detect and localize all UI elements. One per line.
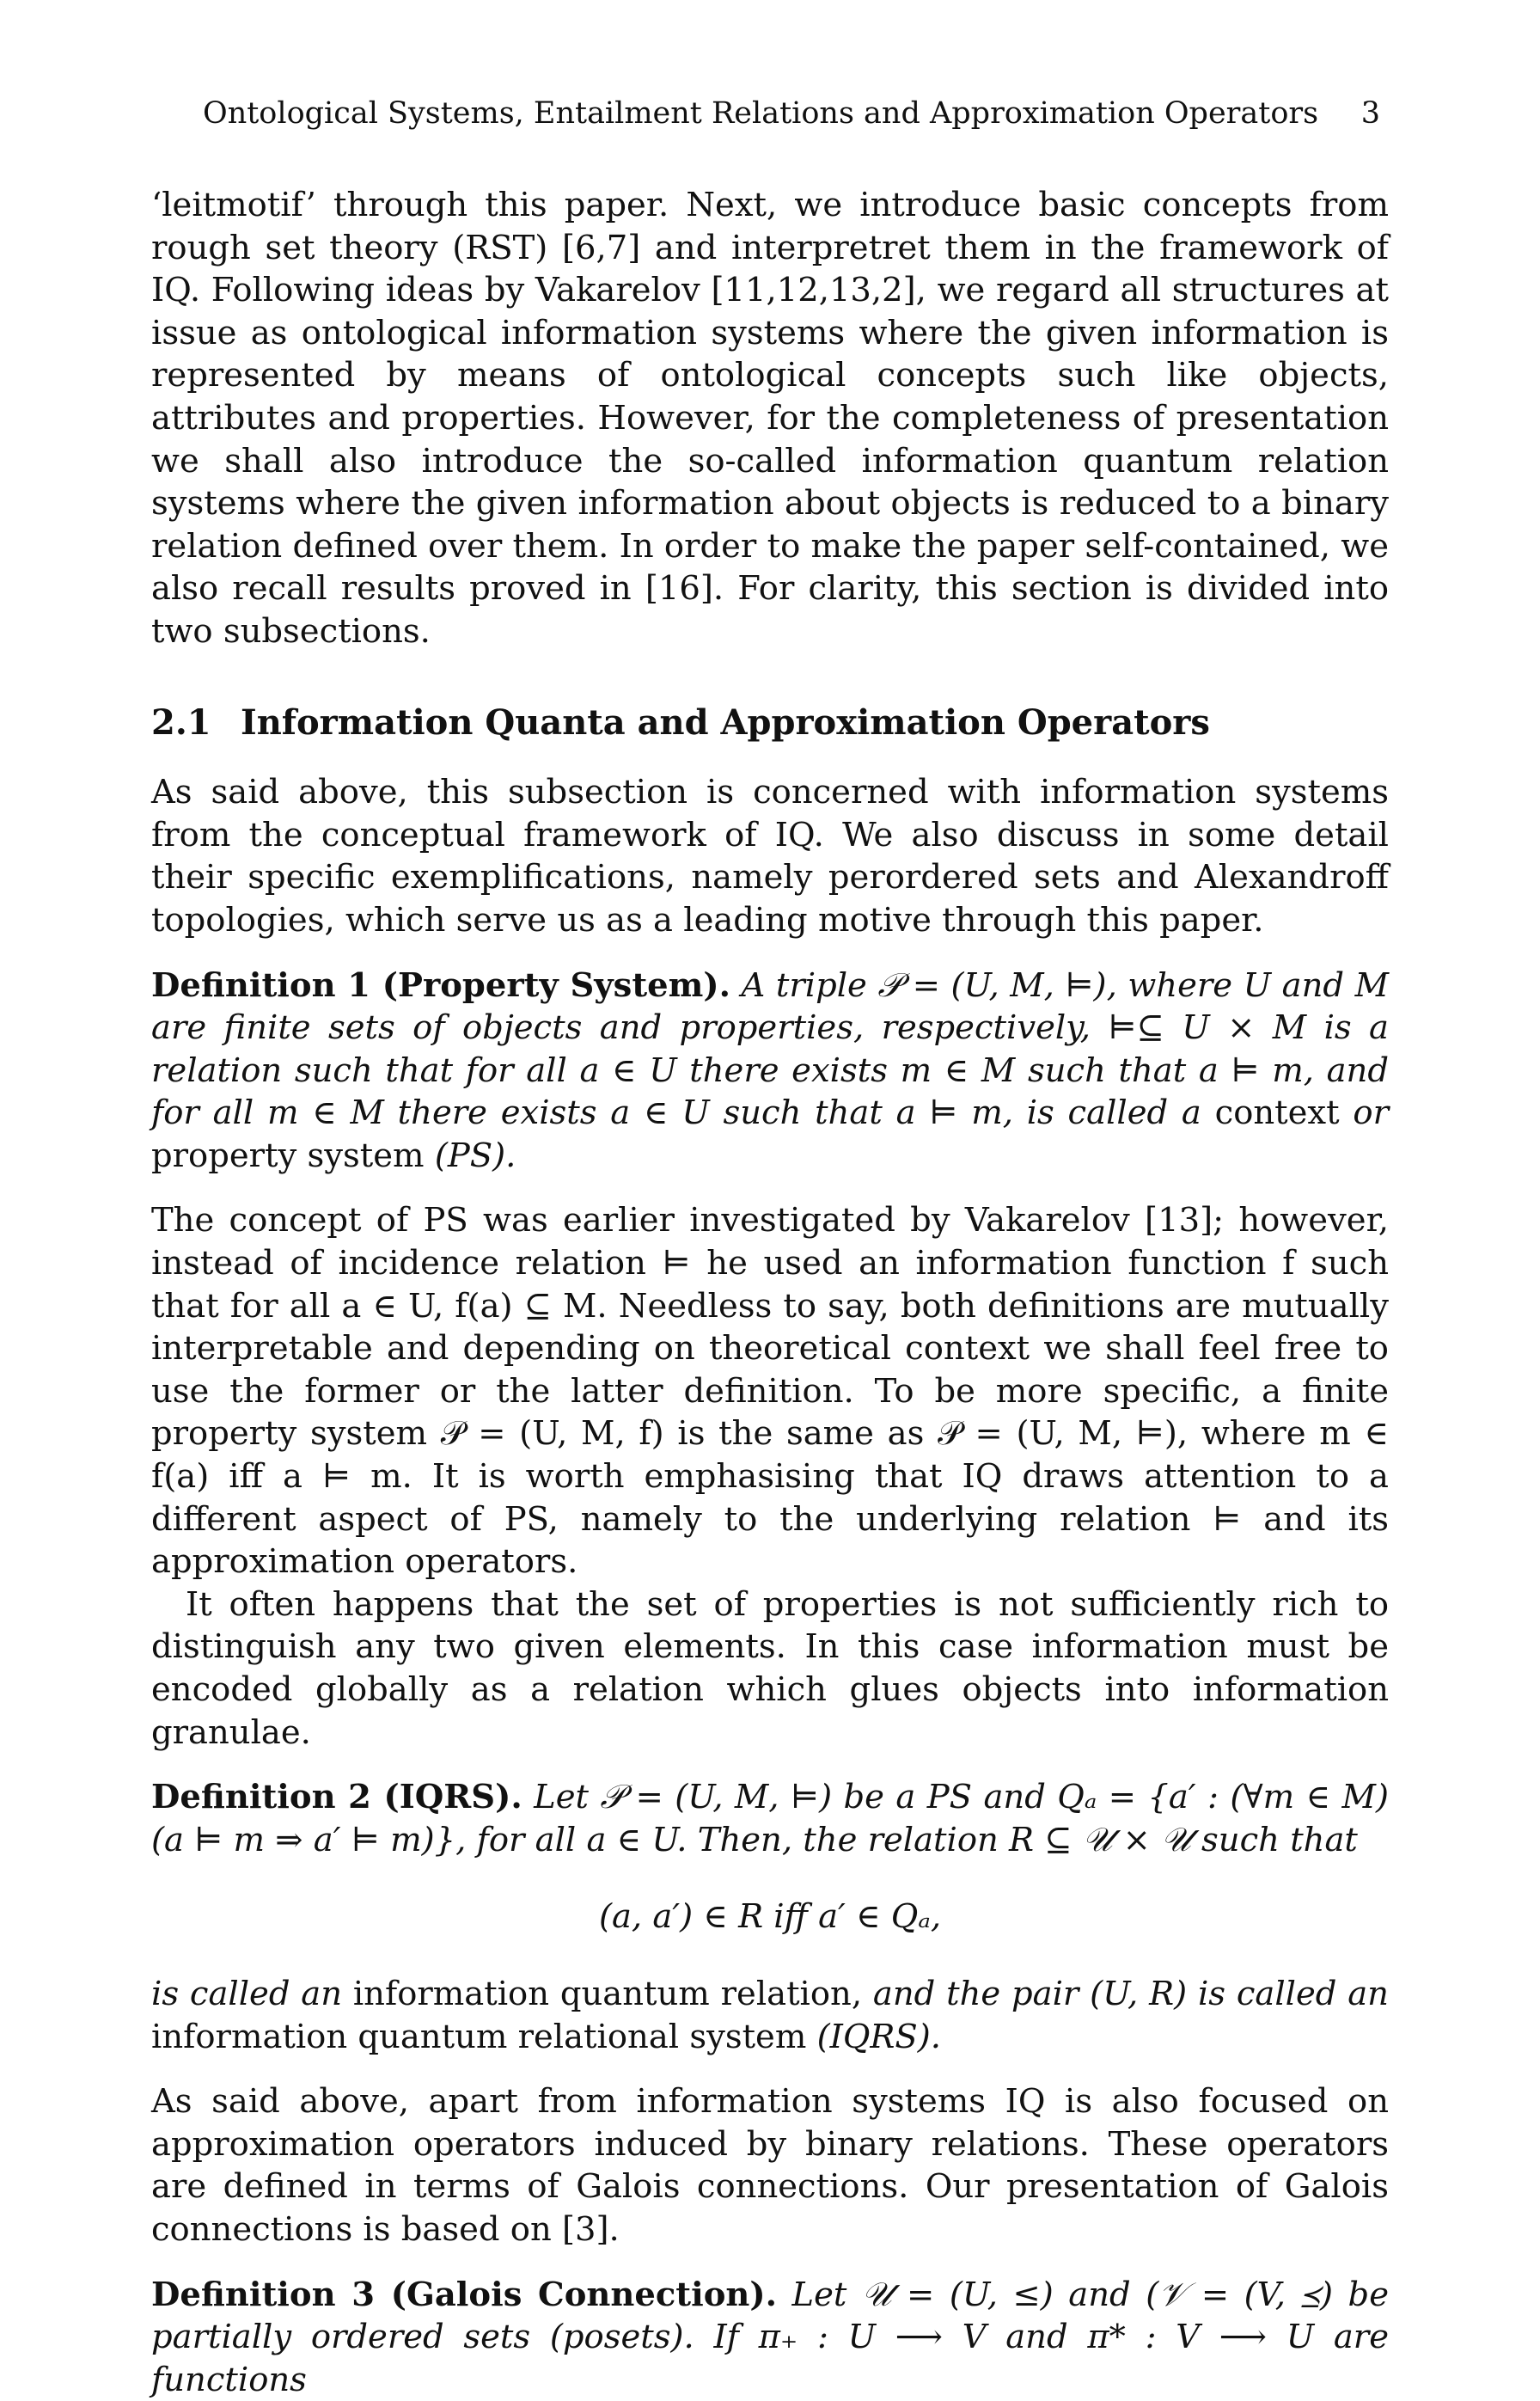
definition-2-abbrev: (IQRS). xyxy=(816,2017,942,2056)
intro-paragraph: ‘leitmotif’ through this paper. Next, we introduce basic concepts from rough set theory (RST) [6,7] and interpretret them in the framework of IQ. Following ideas by Vakarelov [11,12,13,2], we regard all structures at issue as ontological information systems where the given information is represented by means of ontological concepts such like objects, attributes and properties. However, for the completeness of presentation we shall also introduce the so-called information quantum relation systems where the given information about objects is reduced to a binary relation defined over them. In order to make the paper self-contained, we also recall results proved in [16]. For clarity, this section is divided into two subsections. xyxy=(151,186,1389,651)
definition-1-term-context: context xyxy=(1214,1093,1340,1133)
definition-2-continued xyxy=(151,1973,1389,2058)
definition-3-text: Let 𝒰 = (U, ≤) and (𝒱 = (V, ⪯) be partially ordered sets (posets). If π₊ : U ⟶ V and π* : V ⟶ U are functions xyxy=(151,2275,1389,2399)
section-heading xyxy=(151,701,1389,744)
paragraph-3: It often happens that the set of properties is not sufficiently rich to distinguish any two given elements. In this case information must be encoded globally as a relation which glues objects into information granulae. xyxy=(151,1584,1389,1752)
definition-2-text: Let 𝒫 = (U, M, ⊨) be a PS and Qₐ = {a′ : (∀m ∈ M)(a ⊨ m ⇒ a′ ⊨ m)}, for all a ∈ U. Then, the relation R ⊆ 𝒰 × 𝒰 such that xyxy=(151,1778,1389,1859)
definition-3 xyxy=(151,2274,1389,2401)
paragraph-1: As said above, this subsection is concerned with information systems from the conceptual framework of IQ. We also discuss in some detail their specific exemplifications, namely perordered sets and Alexandroff topologies, which serve us as a leading motive through this paper. xyxy=(151,773,1389,940)
definition-2-term-iqrs: information quantum relational system xyxy=(151,2017,807,2056)
definition-1-abbrev: (PS). xyxy=(434,1136,516,1175)
section-title: Information Quanta and Approximation Operators xyxy=(241,701,1210,743)
paragraph-4: As said above, apart from information systems IQ is also focused on approximation operators induced by binary relations. These operators are defined in terms of Galois connections. Our presentation of Galois connections is based on [3]. xyxy=(151,2082,1389,2249)
definition-1 xyxy=(151,965,1389,1178)
definition-1-or: or xyxy=(1353,1093,1389,1133)
definition-2-term-iqr: information quantum relation, xyxy=(352,1974,863,2013)
definition-1-title: Definition 1 (Property System). xyxy=(151,965,730,1005)
definition-1-term-property-system: property system xyxy=(151,1136,425,1175)
running-header xyxy=(203,96,1380,131)
definition-2-pair: and the pair (U, R) is called an xyxy=(872,1974,1389,2013)
body-text xyxy=(151,184,1389,2401)
definition-3-title: Definition 3 (Galois Connection). xyxy=(151,2275,777,2314)
definition-2-title: Definition 2 (IQRS). xyxy=(151,1778,522,1817)
definition-2-display-formula: (a, a′) ∈ R iff a′ ∈ Qₐ, xyxy=(598,1897,942,1937)
definition-2-called: is called an xyxy=(151,1974,343,2013)
definition-1-text: A triple 𝒫 = (U, M, ⊨), where U and M are finite sets of objects and properties, respectively, ⊨⊆ U × M is a relation such that for all a ∈ U there exists m ∈ M such that a ⊨ m, and for all m ∈ M there exists a ∈ U such that a ⊨ m, is called a xyxy=(151,965,1389,1133)
paragraph-2: The concept of PS was earlier investigated by Vakarelov [13]; however, instead of incidence relation ⊨ he used an information function f such that for all a ∈ U, f(a) ⊆ M. Needless to say, both definitions are mutually interpretable and depending on theoretical context we shall feel free to use the former or the latter definition. To be more specific, a finite property system 𝒫 = (U, M, f) is the same as 𝒫 = (U, M, ⊨), where m ∈ f(a) iff a ⊨ m. It is worth emphasising that IQ draws attention to a different aspect of PS, namely to the underlying relation ⊨ and its approximation operators. xyxy=(151,1201,1389,1582)
page-number: 3 xyxy=(1360,96,1380,131)
section-number: 2.1 xyxy=(151,701,211,743)
definition-2 xyxy=(151,1776,1389,1861)
running-title: Ontological Systems, Entailment Relations and Approximation Operators xyxy=(203,96,1319,131)
